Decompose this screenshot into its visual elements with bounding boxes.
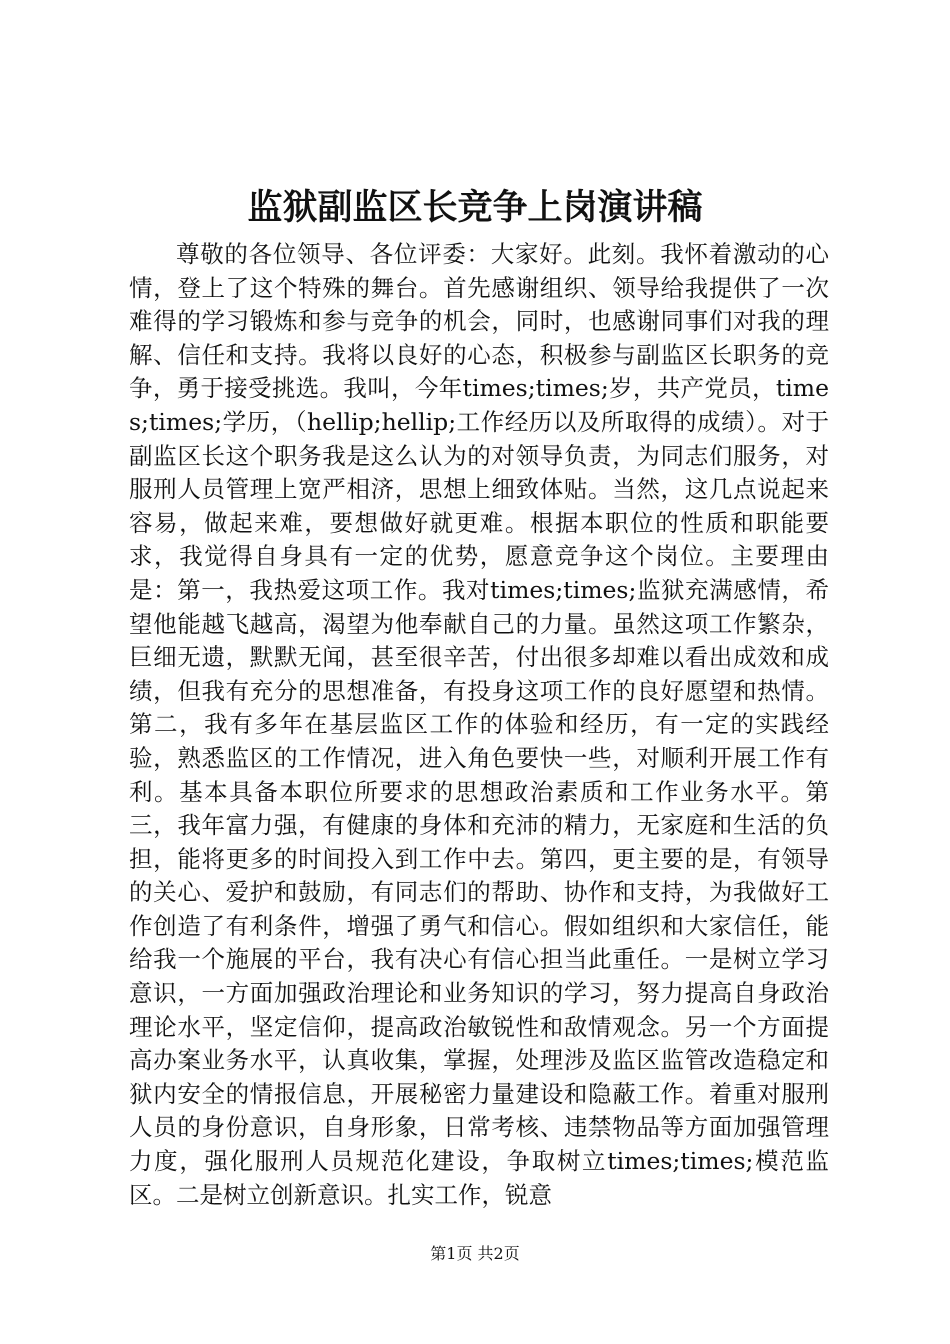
document-title: 监狱副监区长竞争上岗演讲稿 [247,187,703,228]
document-body-paragraph: 尊敬的各位领导、各位评委：大家好。此刻。我怀着激动的心情，登上了这个特殊的舞台。首先感谢组织、领导给我提供了一次难得的学习锻炼和参与竞争的机会，同时，也感谢同事们对我的理解、信任和支持。我将以良好的心态，积极参与副监区长职务的竞争，勇于接受挑选。我叫，今年times;times;岁，共产党员，times;times;学历，（hellip;hellip;工作经历以及所取得的成绩）。对于副监区长这个职务我是这么认为的对领导负责，为同志们服务，对服刑人员管理上宽严相济，思想上细致体贴。当然，这几点说起来容易，做起来难，要想做好就更难。根据本职位的性质和职能要求，我觉得自身具有一定的优势，愿意竞争这个岗位。主要理由是：第一，我热爱这项工作。我对times;times;监狱充满感情，希望他能越飞越高，渴望为他奉献自己的力量。虽然这项工作繁杂，巨细无遗，默默无闻，甚至很辛苦，付出很多却难以看出成效和成绩，但我有充分的思想准备，有投身这项工作的良好愿望和热情。第二，我有多年在基层监区工作的体验和经历，有一定的实践经验，熟悉监区的工作情况，进入角色要快一些，对顺利开展工作有利。基本具备本职位所要求的思想政治素质和工作业务水平。第三，我年富力强，有健康的身体和充沛的精力，无家庭和生活的负担，能将更多的时间投入到工作中去。第四，更主要的是，有领导的关心、爱护和鼓励，有同志们的帮助、协作和支持，为我做好工作创造了有利条件，增强了勇气和信心。假如组织和大家信任，能给我一个施展的平台，我有决心有信心担当此重任。一是树立学习意识，一方面加强政治理论和业务知识的学习，努力提高自身政治理论水平，坚定信仰，提高政治敏锐性和敌情观念。另一个方面提高办案业务水平，认真收集，掌握，处理涉及监区监管改造稳定和狱内安全的情报信息，开展秘密力量建设和隐蔽工作。着重对服刑人员的身份意识，自身形象，日常考核、违禁物品等方面加强管理力度，强化服刑人员规范化建设，争取树立times;times;模范监区。二是树立创新意识。扎实工作，锐意 [129,240,829,1209]
page-number-footer: 第1页 共2页 [430,1244,520,1263]
